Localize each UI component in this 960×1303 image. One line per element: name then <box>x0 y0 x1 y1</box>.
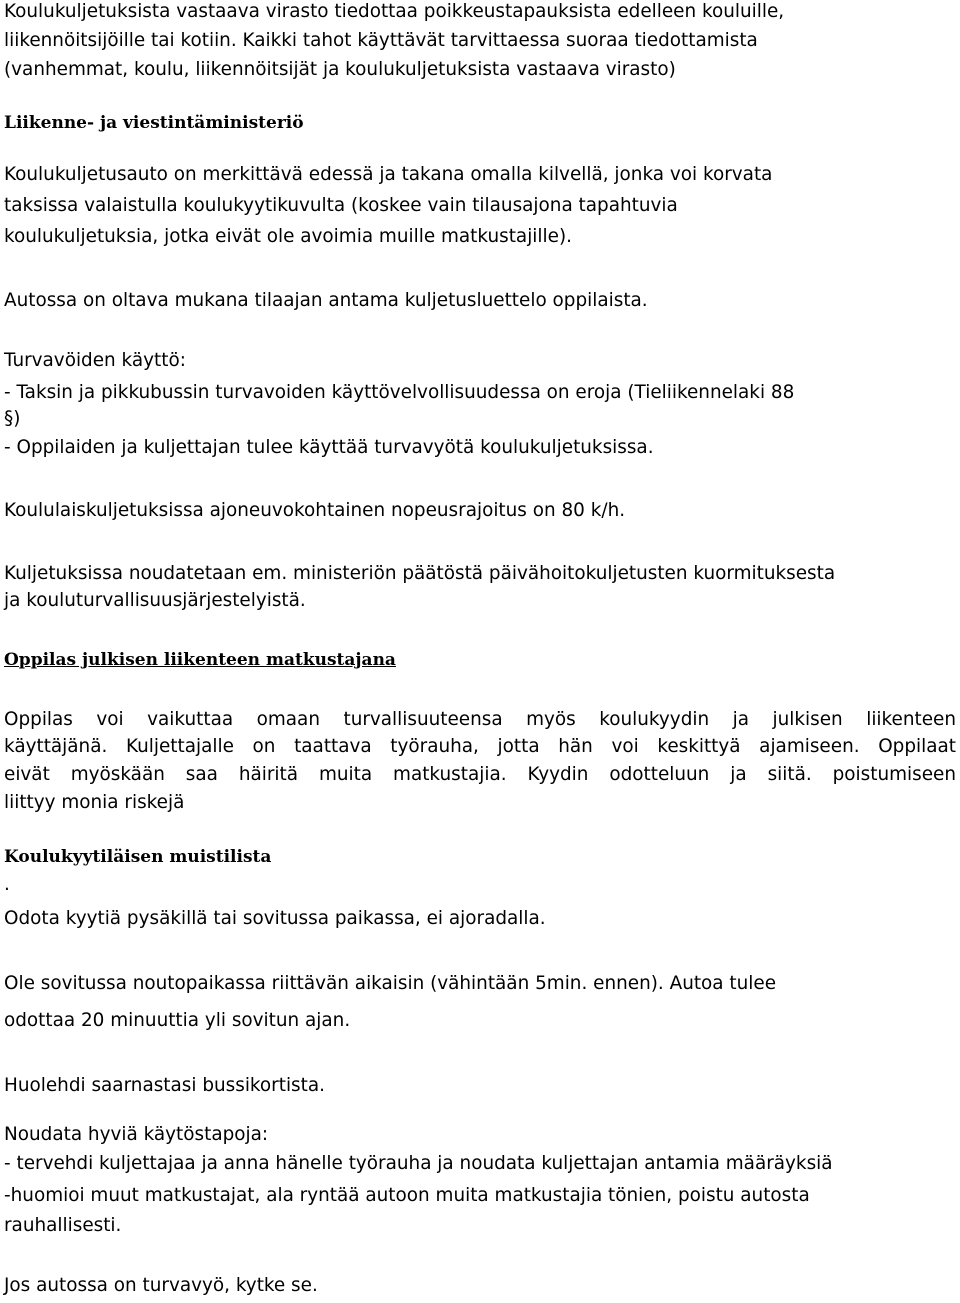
seatbelt-line-2: §) <box>4 408 21 429</box>
checklist-time-line-1: Ole sovitussa noutopaikassa riittävän aikaisin (vähintään 5min. ennen). Autoa tulee <box>4 973 777 994</box>
decision-line-1: Kuljetuksissa noudatetaan em. ministeriön päätöstä päivähoitokuljetusten kuormituksesta <box>4 563 836 584</box>
public-transport-line-4: liittyy monia riskejä <box>4 792 185 813</box>
manners-line-1: - tervehdi kuljettajaa ja anna hänelle työrauha ja noudata kuljettajan antamia määräyksiä <box>4 1153 833 1174</box>
intro-line-1: Koulukuljetuksista vastaava virasto tiedottaa poikkeustapauksista edelleen kouluille, <box>4 1 785 22</box>
sign-line-2: taksissa valaistulla koulukyytikuvulta (koskee vain tilausajona tapahtuvia <box>4 195 678 216</box>
decision-line-2: ja kouluturvallisuusjärjestelyistä. <box>4 590 306 611</box>
public-transport-heading: Oppilas julkisen liikenteen matkustajana <box>4 650 396 670</box>
sign-line-3: koulukuljetuksia, jotka eivät ole avoimia muille matkustajille). <box>4 226 572 247</box>
checklist-time-line-2: odottaa 20 minuuttia yli sovitun ajan. <box>4 1010 351 1031</box>
intro-line-3: (vanhemmat, koulu, liikennöitsijät ja koulukuljetuksista vastaava virasto) <box>4 59 676 80</box>
checklist-card-line: Huolehdi saarnastasi bussikortista. <box>4 1075 325 1096</box>
ministry-heading: Liikenne- ja viestintäministeriö <box>4 113 304 133</box>
checklist-heading: Koulukyytiläisen muistilista <box>4 847 272 867</box>
seatbelt-heading: Turvavöiden käyttö: <box>4 350 186 371</box>
public-transport-line-3: eivät myöskään saa häiritä muita matkustajia. Kyydin odotteluun ja siitä. poistumiseen <box>4 764 956 785</box>
manners-line-2: -huomioi muut matkustajat, ala ryntää autoon muita matkustajia tönien, poistu autosta <box>4 1185 810 1206</box>
speed-limit-line: Koululaiskuljetuksissa ajoneuvokohtainen nopeusrajoitus on 80 k/h. <box>4 500 626 521</box>
checklist-dot: . <box>4 874 10 895</box>
seatbelt-line-1: - Taksin ja pikkubussin turvavoiden käyttövelvollisuudessa on eroja (Tieliikennelaki 88 <box>4 382 795 403</box>
checklist-belt-line: Jos autossa on turvavyö, kytke se. <box>4 1275 318 1296</box>
seatbelt-line-3: - Oppilaiden ja kuljettajan tulee käyttää turvavyötä koulukuljetuksissa. <box>4 437 654 458</box>
sign-line-1: Koulukuljetusauto on merkittävä edessä ja takana omalla kilvellä, jonka voi korvata <box>4 164 773 185</box>
public-transport-line-2: käyttäjänä. Kuljettajalle on taattava työrauha, jotta hän voi keskittyä ajamiseen. Oppilaat <box>4 736 956 757</box>
public-transport-line-1: Oppilas voi vaikuttaa omaan turvallisuuteensa myös koulukyydin ja julkisen liikenteen <box>4 709 956 730</box>
checklist-wait-line: Odota kyytiä pysäkillä tai sovitussa paikassa, ei ajoradalla. <box>4 908 546 929</box>
manners-line-3: rauhallisesti. <box>4 1215 122 1236</box>
passenger-list-line: Autossa on oltava mukana tilaajan antama kuljetusluettelo oppilaista. <box>4 290 648 311</box>
intro-line-2: liikennöitsijöille tai kotiin. Kaikki tahot käyttävät tarvittaessa suoraa tiedottamista <box>4 30 758 51</box>
manners-heading: Noudata hyviä käytöstapoja: <box>4 1124 269 1145</box>
